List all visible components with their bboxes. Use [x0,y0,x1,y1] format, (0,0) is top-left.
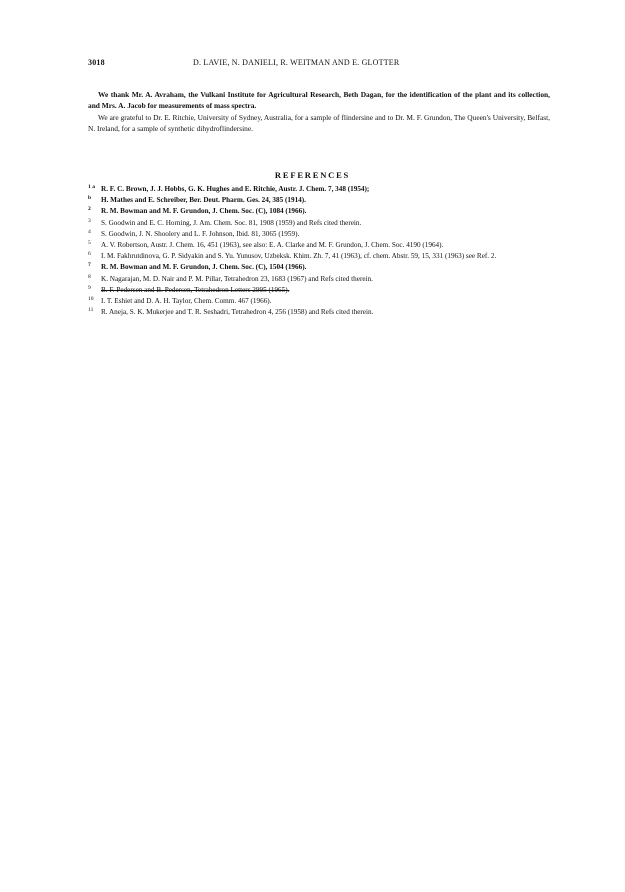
reference-item [88,307,552,318]
reference-text: H. Mathes and E. Schreiber, Ber. Deut. Pharm. Ges. 24, 385 (1914). [101,196,306,205]
acknowledgement-paragraph: We are grateful to Dr. E. Ritchie, University of Sydney, Australia, for a sample of flindersine and to Dr. M. F. Grundon, The Queen's University, Belfast, N. Ireland, for a sample of synthetic dihydroflindersine. [88,112,550,134]
reference-number: 8 [88,273,91,280]
reference-text: K. Nagarajan, M. D. Nair and P. M. Pillar, Tetrahedron 23, 1683 (1967) and Refs cited therein. [101,274,373,283]
reference-number: 7 [88,262,91,269]
reference-text: R. Aneja, S. K. Mukerjee and T. R. Seshadri, Tetrahedron 4, 256 (1958) and Refs cited therein. [101,308,374,317]
reference-text: S. Goodwin and E. C. Horning, J. Am. Chem. Soc. 81, 1908 (1959) and Refs cited therein. [101,218,362,227]
reference-text: A. V. Robertson, Austr. J. Chem. 16, 451 (1963), see also: E. A. Clarke and M. F. Grundon, J. Chem. Soc. 4190 (1964). [101,241,444,250]
reference-text: B. F. Pedersen and B. Pedersen, Tetrahedron Letters 2995 (1965). [101,285,290,294]
reference-item [88,262,552,273]
reference-text: I. M. Fakhrutdinova, G. P. Sidyakin and S. Yu. Yunusov, Uzbeksk. Khim. Zh. 7, 41 (1963), cf. chem. Abstr. 59, 15, 331 (1963) see Ref. 2. [101,252,497,261]
reference-text: R. F. C. Brown, J. J. Hobbs, G. K. Hughes and E. Ritchie, Austr. J. Chem. 7, 348 (1954); [101,185,370,193]
reference-number: 3 [88,217,91,224]
references-heading: REFERENCES [274,170,351,180]
reference-number: 1 a [88,184,95,190]
reference-item [88,251,552,262]
references-list [88,184,552,318]
reference-number: 9 [88,284,91,291]
running-header-authors: D. LAVIE, N. DANIELI, R. WEITMAN AND E. GLOTTER [193,58,400,67]
reference-item [88,195,552,206]
reference-text: S. Goodwin, J. N. Shoolery and L. F. Johnson, Ibid. 81, 3065 (1959). [101,229,300,238]
reference-item [88,184,552,195]
reference-number: 6 [88,251,91,258]
reference-item [88,296,552,307]
reference-item [88,240,552,251]
reference-number: 2 [88,206,91,213]
reference-text: I. T. Eshiet and D. A. H. Taylor, Chem. Comm. 467 (1966). [101,297,272,306]
acknowledgements [88,89,550,135]
acknowledgement-paragraph: We thank Mr. A. Avraham, the Vulkani Institute for Agricultural Research, Beth Dagan, for the identification of the plant and its collection, and Mrs. A. Jacob for measurements of mass spectra. [88,90,550,111]
reference-number: 4 [88,228,91,235]
reference-item [88,285,552,296]
reference-item [88,218,552,229]
reference-number: 10 [88,296,94,303]
page-number: 3018 [88,58,105,67]
reference-number: 5 [88,240,91,247]
reference-number: b [88,195,92,202]
reference-number: 11 [88,307,94,314]
reference-item [88,206,552,217]
reference-text: R. M. Bowman and M. F. Grundon, J. Chem. Soc. (C), 1504 (1966). [101,263,307,272]
reference-item [88,274,552,285]
reference-item [88,229,552,240]
reference-text: R. M. Bowman and M. F. Grundon, J. Chem. Soc. (C), 1084 (1966). [101,207,307,216]
